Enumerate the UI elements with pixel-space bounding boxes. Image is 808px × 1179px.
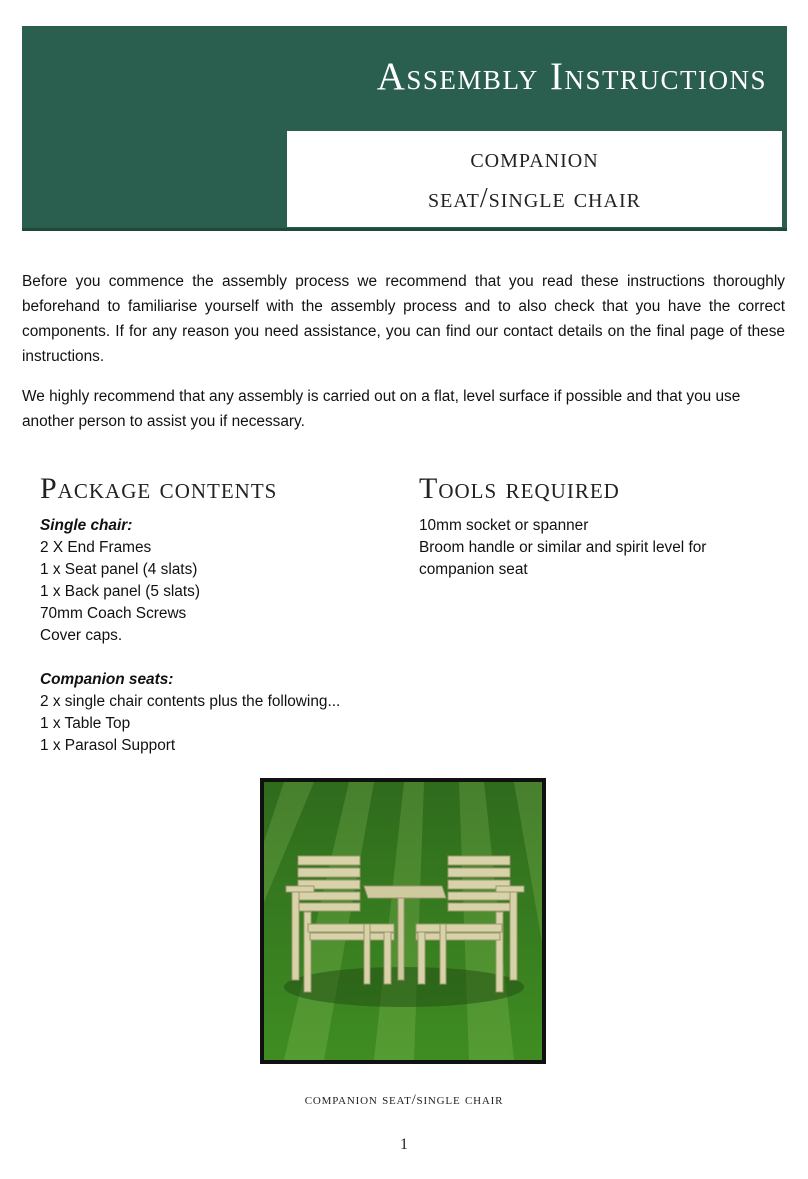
intro-paragraph-1: Before you commence the assembly process we recommend that you read these instructions thoroughly beforehand to familiarise yourself with the assembly process and to also check that you have the correct components. If for any reason you need assistance, you can find our contact details on the final page of these instructions. (22, 273, 785, 365)
list-item: 1 x Table Top (40, 715, 131, 732)
package-contents-heading: Package contents (40, 472, 278, 505)
product-photo (260, 778, 546, 1064)
tools-required-heading: Tools required (419, 472, 620, 505)
subtitle-line-2: seat/single chair (428, 183, 641, 214)
header-banner (22, 26, 787, 231)
document-title: Assembly Instructions (376, 55, 767, 98)
list-item: 1 x Parasol Support (40, 737, 176, 754)
list-item: 2 X End Frames (40, 539, 152, 556)
product-subtitle-box (287, 131, 782, 227)
companion-seat-illustration (264, 782, 542, 1060)
page-number: 1 (400, 1136, 408, 1153)
subtitle-line-1: companion (470, 143, 599, 174)
single-chair-label: Single chair: (40, 517, 133, 534)
tools-required-list (419, 515, 779, 581)
list-item: 1 x Back panel (5 slats) (40, 583, 200, 600)
package-contents-list (40, 515, 400, 757)
companion-seats-label: Companion seats: (40, 671, 174, 688)
list-item: 1 x Seat panel (4 slats) (40, 561, 198, 578)
list-item: 2 x single chair contents plus the following... (40, 693, 341, 710)
list-item: 10mm socket or spanner (419, 517, 589, 534)
list-item: 70mm Coach Screws (40, 605, 187, 622)
intro-paragraph-2: We highly recommend that any assembly is carried out on a flat, level surface if possible and that you use another person to assist you if necessary. (22, 388, 741, 430)
list-item: Cover caps. (40, 627, 123, 644)
list-item: companion seat (419, 561, 528, 578)
list-item: Broom handle or similar and spirit level for (419, 539, 707, 556)
photo-caption: companion seat/single chair (304, 1092, 504, 1108)
